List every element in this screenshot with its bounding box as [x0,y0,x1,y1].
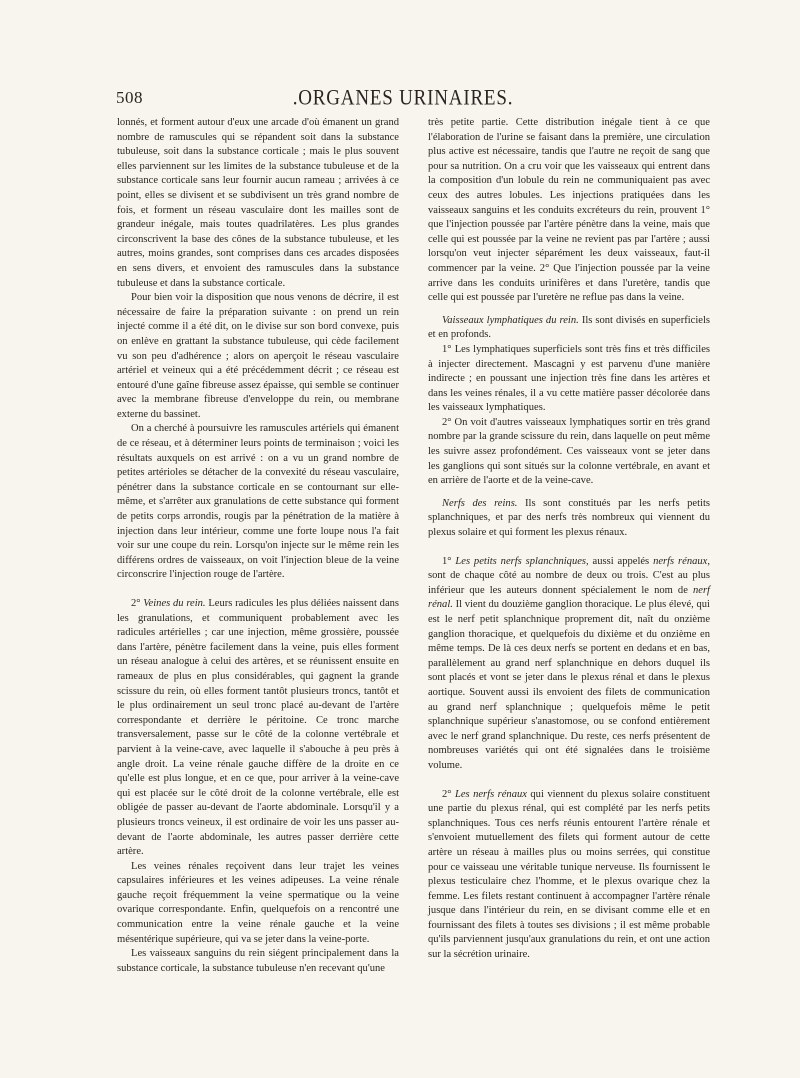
paragraph: 2° On voit d'autres vaisseaux lymphatiques sortir en très grand nombre par la grande scissure du rein, dans laquelle on peut même les suivre assez profondément. Ces vaisseaux vont se jeter dans les ganglions qui sont situés sur la colonne vertébrale, en avant et en arrière de l'aorte et de la veine-cave. [428,416,710,487]
section-title: Veines du rein. [143,598,206,609]
subsection-nerfs-renaux [428,788,710,963]
paragraph: très petite partie. Cette distribution inégale tient à ce que l'élaboration de l'urine se faisant dans la première, une circulation plus active est nécessaire, tandis que l'autre ne reçoit de sang que pour sa nutrition. On a cru voir que les vaisseaux qui entrent dans la composition d'un lobule du rein ne communiquaient pas avec ceux des autres lobules. Les injections pratiquées dans les vaisseaux sanguins et les conduits excréteurs du rein, prouvent 1° que l'injection poussée par l'artère pénètre dans la veine, mais que celle qui est poussée par la veine ne revient pas par l'artère ; aussi lorsqu'on veut injecter séparément les deux vaisseaux, faut-il commencer par la veine. 2° Que l'injection poussée par la veine arrive dans les conduits urinifères et dans l'uretère, tandis que celle qui est poussée par l'uretère ne reflue pas dans la veine. [428,117,710,304]
term: nerfs rénaux, [653,555,710,567]
page-number: 508 [116,88,143,107]
section-number: 1° [442,555,456,567]
text-run: sont de chaque côté au nombre de deux ou trois. C'est au plus inférieur que les auteurs donnent spécialement le nom de [428,570,710,596]
left-column [117,116,399,976]
section-body: qui viennent du plexus solaire constituent une partie du plexus rénal, qui est complété par les nerfs petits splanchniques. Tous ces nerfs réunis entourent l'artère rénale et s'envoient mutuellement des filets qui forment autour de cette artère un réseau à mailles plus ou moins serrées, qui constitue pour ce vaisseau une véritable tunique nerveuse. Ils fournissent le plexus testiculaire chez l'homme, et le plexus ovarique chez la femme. Les filets restant continuent à accompagner l'artère rénale jusque dans l'intérieur du rein, en se divisant comme elle et en fournissant des filets à toutes ses divisions ; il est même probable qu'ils parviennent jusqu'aux granulations du rein, et ont une action sur la sécrétion urinaire. [428,788,710,961]
subsection-petits-nerfs [428,555,710,774]
paragraph: 1° Les lymphatiques superficiels sont très fins et très difficiles à injecter directement. Mascagni y est parvenu d'une manière indirecte ; en poussant une injection très fine dans les artères et dans les veines rénales, il a vu cette matière passer décolorée dans les vaisseaux lymphatiques. [428,343,710,414]
section-title: Les petits nerfs splanchniques, [455,555,589,567]
running-title: .ORGANES URINAIRES. [292,86,514,111]
paragraph: Les vaisseaux sanguins du rein siégent principalement dans la substance corticale, la substance tubuleuse n'en recevant qu'une [117,948,399,974]
paragraph: Pour bien voir la disposition que nous venons de décrire, il est nécessaire de faire la préparation suivante : on prend un rein injecté comme il a été dit, on le divise sur son bord convexe, puis on enlève en grattant la substance tubuleuse, qui cède facilement vu son peu d'adhérence ; alors on aperçoit le réseau vasculaire artériel et veineux qui a été précédemment décrit ; ce réseau est entouré d'une gaîne fibreuse assez épaisse, qui semble se continuer avec la membrane fibreuse d'enveloppe du rein, ou membrane externe du bassinet. [117,292,399,420]
section-number: 2° [131,598,144,609]
section-title: Vaisseaux lymphatiques du rein. [442,314,579,326]
section-nerfs [428,497,710,541]
paragraph: On a cherché à poursuivre les ramuscules artériels qui émanent de ce réseau, et à déterminer leurs points de terminaison ; voici les résultats auxquels on est arrivé : on a vu un grand nombre de petites artérioles se détacher de la convexité du réseau vasculaire, pénétrer dans la substance corticale en se contournant sur elle-même, et s'arrêter aux granulations de cette substance qui forment de petits corps arrondis, rougis par la pénétration de la matière à injection dans leur intérieur, comme une forte loupe nous l'a fait voir sur une coupe du rein. Lorsqu'on injecte sur le même rein les différens ordres de vaisseaux, on voit l'injection bleue de la veine circonscrire l'injection rouge de l'artère. [117,423,399,581]
section-body: Ils sont constitués par les nerfs petits splanchniques, et par des nerfs très nombreux qui viennent du plexus solaire et qui forment les plexus rénaux. [428,497,710,539]
section-body: Leurs radicules les plus déliées naissent dans les granulations, et communiquent probablement avec les radicules artérielles ; car une injection, même grossière, poussée dans l'artère, pénètre facilement dans la veine, puis elles forment un réseau analogue à celui des artères, et se réunissent ensuite en rameaux de plus en plus considérables, qui gagnent la grande scissure du rein, où elles forment tantôt plusieurs troncs, tantôt et le plus ordinairement un seul tronc placé au-devant de l'artère correspondante et derrière le péritoine. Ce tronc marche transversalement, passe sur le côté de la colonne vertébrale et parvient à la veine-cave, avec laquelle il s'abouche à peu près à angle droit. La veine rénale gauche diffère de la droite en ce qu'elle est plus longue, et en ce que, pour arriver à la veine-cave qui est placée sur le côté droit de la colonne vertébrale, elle est obligée de passer au-devant de l'aorte abdominale. Lorsqu'il y a plusieurs troncs veineux, il est ordinaire de voir les uns passer au-devant de l'aorte abdominale, les autres passer derrière cette artère. [117,598,400,858]
text-run: Il vient du douzième ganglion thoracique. Le plus élevé, qui est le nerf petit splanchnique proprement dit, naît du onzième ganglion thoracique, et quelquefois du dixième et du onzième en même temps. De là ces deux nerfs se portent en dedans et en bas, parallèlement au grand nerf splanchnique en dehors duquel ils sont placés et vont se jeter dans le plexus rénal et dans le plexus aortique. Souvent aussi ils envoient des filets de communication au grand nerf splanchnique ; quelquefois même le petit splanchnique supérieur s'anastomose, ou se confond entièrement avec le nerf grand splanchnique. Du reste, ces nerfs présentent de nombreuses variétés qui ont été signalées dans le troisième volume. [428,599,710,771]
page-header [116,88,690,112]
section-title: Les nerfs rénaux [454,788,527,800]
right-column [428,116,710,963]
section-veines [117,597,399,860]
paragraph: Les veines rénales reçoivent dans leur trajet les veines capsulaires inférieures et les veines adipeuses. La veine rénale gauche reçoit fréquemment la veine spermatique ou la veine ovarique correspondante. Enfin, quelquefois on a rencontré une communication entre la veine rénale gauche et la veine mésentérique supérieure, qui va se jeter dans la veine-porte. [117,860,399,945]
paragraph: lonnés, et forment autour d'eux une arcade d'où émanent un grand nombre de ramuscules qui se répandent soit dans la substance tubuleuse, soit dans la substance corticale ; mais le plus souvent elles parviennent sur les limites de la substance tubuleuse et de la substance corticale sans leur fournir aucun rameau ; arrivées à ce point, elles se divisent et se subdivisent un très grand nombre de fois, et forment un réseau vasculaire dont les mailles sont de grandeur inégale, mais toutes quadrilatères. Les plus grandes circonscrivent la base des cônes de la substance tubuleuse, et les autres, moins grandes, sont comprises dans ces arcades disposées en sens divers, et envoient des ramuscules dans la substance tubuleuse et dans la substance corticale. [117,117,399,289]
section-title: Nerfs des reins. [442,497,518,509]
section-number: 2° [442,788,455,800]
text-run: aussi appelés [588,555,654,567]
term: nerf rénal. [428,584,710,611]
section-body: Ils sont divisés en superficiels et en profonds. [428,314,710,341]
section-lymphatiques [428,314,710,343]
